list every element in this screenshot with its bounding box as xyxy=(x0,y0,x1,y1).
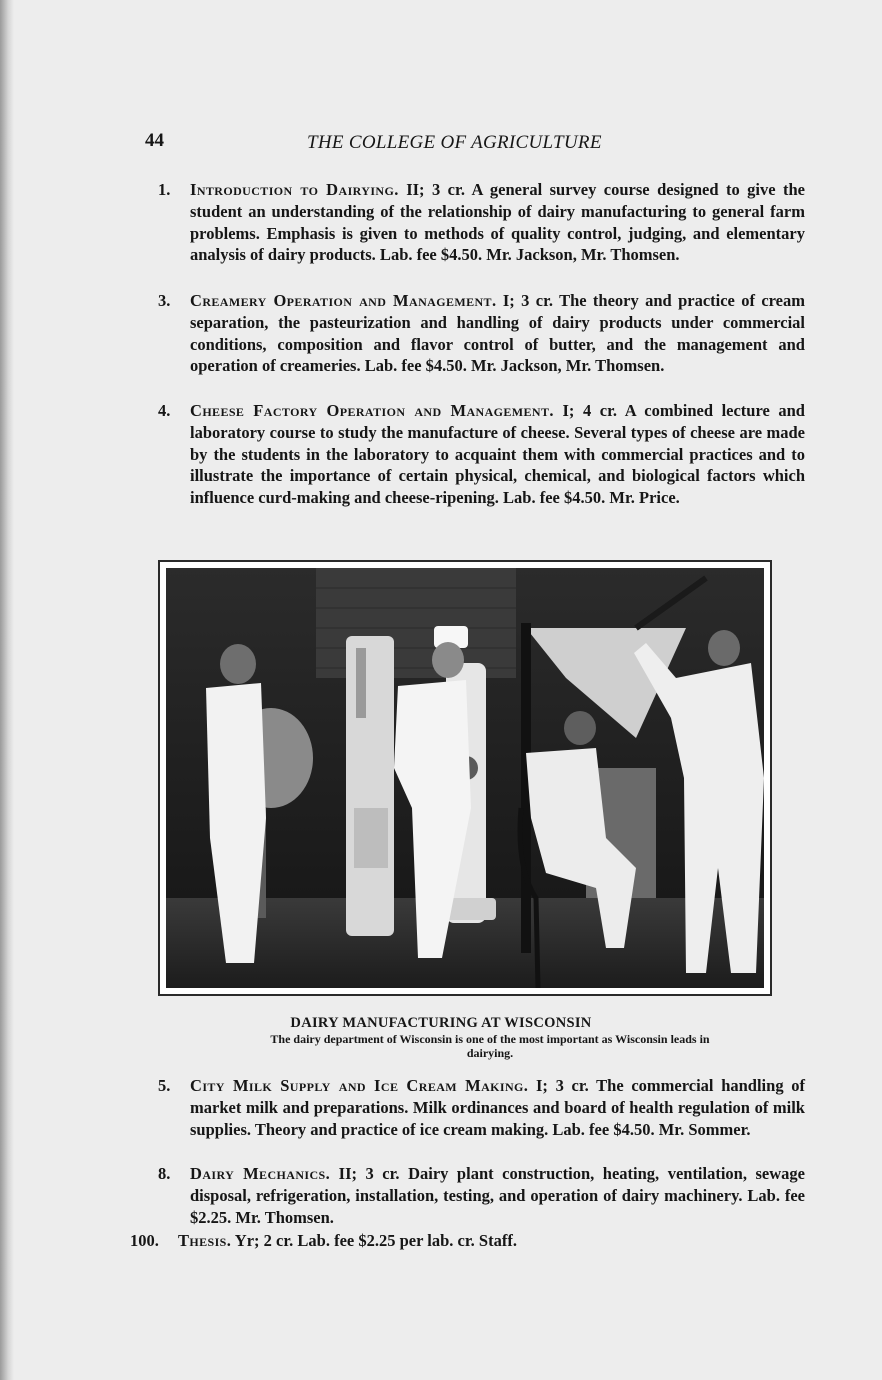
figure-caption-body: The dairy department of Wisconsin is one of the most important as Wisconsin leads in dairying. xyxy=(270,1032,710,1060)
course-text xyxy=(190,1075,805,1140)
course-entry-100 xyxy=(130,1230,810,1252)
course-title: Introduction to Dairying. xyxy=(190,180,399,199)
page-header xyxy=(145,128,665,158)
running-title: THE COLLEGE OF AGRICULTURE xyxy=(307,132,602,153)
course-number: 100. xyxy=(130,1231,159,1250)
course-number: 3. xyxy=(158,291,171,310)
course-text xyxy=(190,290,805,377)
course-description: II; 3 cr. A general survey course designed to give the student an understanding of the relationship of dairy manufacturing to general farm problems. Emphasis is given to methods of quality control, judging, and elementary analysis of dairy products. Lab. fee $4.50. Mr. Jackson, Mr. Thomsen. xyxy=(190,180,806,265)
course-entry-1 xyxy=(160,179,805,266)
course-description: Yr; 2 cr. Lab. fee $2.25 per lab. cr. Staff. xyxy=(231,1231,517,1250)
course-description: I; 3 cr. The commercial handling of market milk and preparations. Milk ordinances and board of health regulation of milk supplies. Theory and practice of ice cream making. Lab. fee $4.50. Mr. Sommer. xyxy=(190,1076,805,1139)
page-edge-shadow xyxy=(0,0,14,1380)
course-description: II; 3 cr. Dairy plant construction, heating, ventilation, sewage disposal, refrigeration, installation, testing, and operation of dairy machinery. Lab. fee $2.25. Mr. Thomsen. xyxy=(190,1164,805,1227)
course-text xyxy=(178,1230,810,1252)
course-title: Cheese Factory Operation and Management. xyxy=(190,401,554,420)
course-entry-8 xyxy=(160,1163,805,1228)
course-entry-4 xyxy=(160,400,805,509)
course-title: Creamery Operation and Management. xyxy=(190,291,497,310)
course-title: Dairy Mechanics. xyxy=(190,1164,331,1183)
course-text xyxy=(190,1163,805,1228)
course-description: I; 4 cr. A combined lecture and laboratory course to study the manufacture of cheese. Several types of cheese are made by the students in the laboratory to acquaint them with commercial practices and to illustrate the importance of certain physical, chemical, and biological factors which influence curd-making and cheese-ripening. Lab. fee $4.50. Mr. Price. xyxy=(190,401,805,508)
course-text xyxy=(190,179,805,266)
course-description: I; 3 cr. The theory and practice of cream separation, the pasteurization and handling of dairy products under commercial conditions, composition and flavor control of butter, and the management and operation of creameries. Lab. fee $4.50. Mr. Jackson, Mr. Thomsen. xyxy=(190,291,805,376)
course-number: 8. xyxy=(158,1164,171,1183)
course-number: 4. xyxy=(158,401,171,420)
course-number: 1. xyxy=(158,180,171,199)
course-title: Thesis. xyxy=(178,1231,232,1250)
page-number: 44 xyxy=(145,130,164,151)
course-title: City Milk Supply and Ice Cream Making. xyxy=(190,1076,529,1095)
dairy-lab-illustration xyxy=(166,568,764,988)
course-entry-5 xyxy=(160,1075,805,1140)
course-number: 5. xyxy=(158,1076,171,1095)
dairy-photo-frame xyxy=(158,560,772,996)
dairy-photo xyxy=(166,568,764,988)
figure-caption-title: DAIRY MANUFACTURING AT WISCONSIN xyxy=(290,1015,592,1031)
course-entry-3 xyxy=(160,290,805,377)
course-text xyxy=(190,400,805,509)
